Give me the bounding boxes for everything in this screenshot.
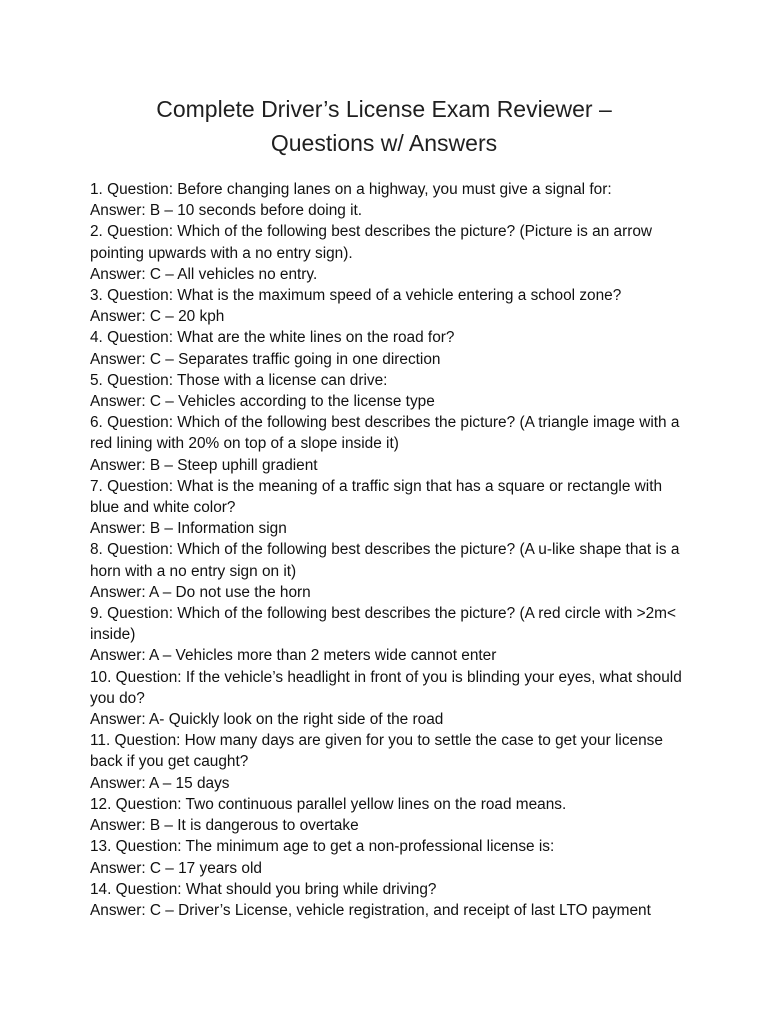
answer-text: Answer: A – Vehicles more than 2 meters wide cannot enter — [90, 647, 497, 665]
question-text: 14. Question: What should you bring while driving? — [90, 880, 437, 898]
qa-item-12 — [90, 794, 690, 836]
qa-item-13 — [90, 836, 690, 878]
qa-item-11 — [90, 730, 690, 794]
qa-item-14 — [90, 879, 690, 921]
answer-text: Answer: C – 17 years old — [90, 859, 262, 877]
question-text: 7. Question: What is the meaning of a traffic sign that has a square or rectangle with blue and white color? — [90, 477, 663, 517]
answer-text: Answer: B – It is dangerous to overtake — [90, 817, 359, 835]
answer-text: Answer: A – Do not use the horn — [90, 583, 311, 601]
document-title — [60, 92, 708, 160]
qa-item-6 — [90, 412, 690, 476]
answer-text: Answer: A- Quickly look on the right side of the road — [90, 711, 444, 729]
answer-text: Answer: C – Separates traffic going in one direction — [90, 350, 441, 368]
qa-item-8 — [90, 539, 690, 603]
question-text: 10. Question: If the vehicle’s headlight in front of you is blinding your eyes, what should you do? — [90, 668, 682, 707]
title-line-2: Questions w/ Answers — [270, 130, 498, 156]
question-text: 4. Question: What are the white lines on the road for? — [90, 329, 455, 347]
qa-item-9 — [90, 603, 690, 667]
qa-item-7 — [90, 476, 690, 540]
question-text: 8. Question: Which of the following best describes the picture? (A u-like shape that is a horn with a no entry sign on it) — [90, 541, 680, 580]
question-text: 6. Question: Which of the following best describes the picture? (A triangle image with a red lining with 20% on top of a slope inside it) — [90, 414, 680, 453]
answer-text: Answer: B – 10 seconds before doing it. — [90, 202, 363, 220]
question-text: 12. Question: Two continuous parallel yellow lines on the road means. — [90, 795, 567, 813]
qa-item-2 — [90, 221, 690, 285]
answer-text: Answer: C – 20 kph — [90, 308, 225, 326]
qa-item-1 — [90, 179, 690, 221]
qa-item-5 — [90, 370, 690, 412]
qa-item-4 — [90, 327, 690, 369]
answer-text: Answer: C – Vehicles according to the license type — [90, 393, 435, 411]
question-text: 9. Question: Which of the following best describes the picture? (A red circle with >2m< inside) — [90, 605, 676, 644]
qa-item-10 — [90, 667, 690, 731]
question-text: 5. Question: Those with a license can drive: — [90, 371, 388, 389]
answer-text: Answer: A – 15 days — [90, 774, 230, 792]
question-text: 13. Question: The minimum age to get a non-professional license is: — [90, 838, 555, 856]
question-text: 11. Question: How many days are given for you to settle the case to get your license back if you get caught? — [90, 732, 663, 771]
title-line-1: Complete Driver’s License Exam Reviewer – — [156, 96, 612, 122]
answer-text: Answer: B – Information sign — [90, 520, 287, 538]
answer-text: Answer: C – Driver’s License, vehicle registration, and receipt of last LTO payment — [90, 901, 651, 919]
question-text: 1. Question: Before changing lanes on a highway, you must give a signal for: — [90, 181, 612, 198]
answer-text: Answer: B – Steep uphill gradient — [90, 456, 318, 474]
question-text: 2. Question: Which of the following best describes the picture? (Picture is an arrow pointing upwards with a no entry sign). — [90, 223, 653, 262]
qa-item-3 — [90, 285, 690, 327]
question-text: 3. Question: What is the maximum speed of a vehicle entering a school zone? — [90, 287, 622, 305]
answer-text: Answer: C – All vehicles no entry. — [90, 265, 318, 283]
question-answer-list — [90, 179, 690, 921]
